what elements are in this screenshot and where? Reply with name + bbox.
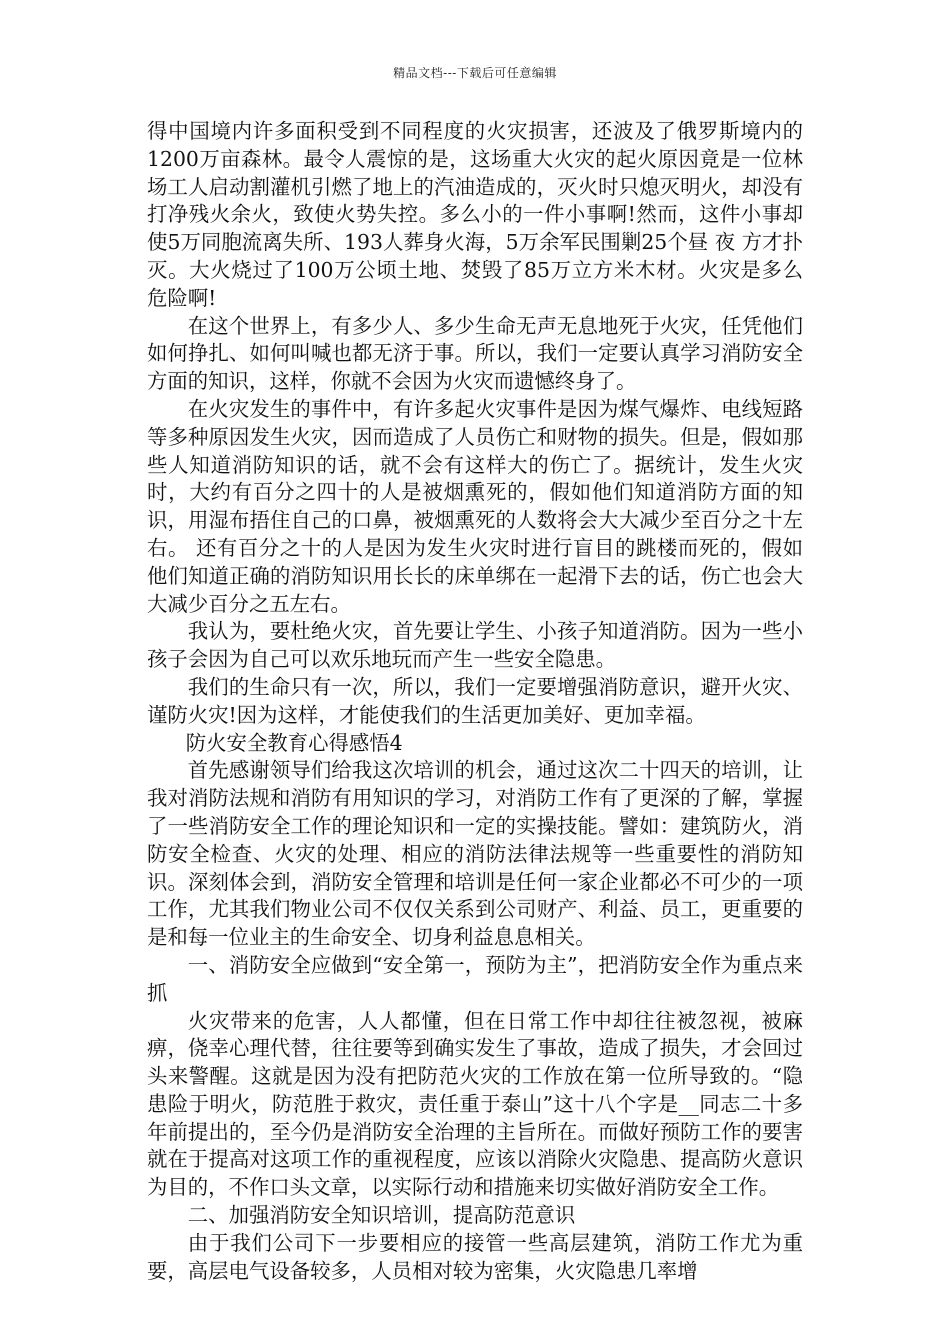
heading-safety-first: 一、消防安全应做到“安全第一，预防为主”，把消防安全作为重点来抓 xyxy=(147,952,803,1005)
paragraph-fire-story: 得中国境内许多面积受到不同程度的火灾损害，还波及了俄罗斯境内的1200万亩森林。最令人震惊的是，这场重大火灾的起火原因竟是一位林场工人启动割灌机引燃了地上的汽油造成的，灭火时只熄灭明火，却没有打净残火余火，致使火势失控。多么小的一件小事啊!然而，这件小事却使5万同胞流离失所、193人葬身火海，5万余军民围剿25个昼 夜 方才扑灭。大火烧过了100万公顷土地、焚毁了85万立方米木材。火灾是多么危险啊! xyxy=(147,119,803,310)
heading-training: 二、加强消防安全知识培训，提高防范意识 xyxy=(187,1203,576,1228)
paragraph-world-fire-deaths: 在这个世界上，有多少人、多少生命无声无息地死于火灾，任凭他们如何挣扎、如何叫喊也都无济于事。所以，我们一定要认真学习消防安全方面的知识，这样，你就不会因为火灾而遗憾终身了。 xyxy=(147,313,803,394)
paragraph-prevent-children: 我认为，要杜绝火灾，首先要让学生、小孩子知道消防。因为一些小孩子会因为自己可以欢乐地玩而产生一些安全隐患。 xyxy=(147,619,803,672)
page-header: 精品文档---下载后可任意编辑 xyxy=(393,66,557,80)
paragraph-one-life: 我们的生命只有一次，所以，我们一定要增强消防意识，避开火灾、谨防火灾!因为这样，才能使我们的生活更加美好、更加幸福。 xyxy=(147,674,803,727)
document-body xyxy=(147,118,803,1285)
paragraph-fire-hazards: 火灾带来的危害，人人都懂，但在日常工作中却往往被忽视，被麻痹，侥幸心理代替，往往要等到确实发生了事故，造成了损失，才会回过头来警醒。这就是因为没有把防范火灾的工作放在第一位所导致的。“隐患险于明火，防范胜于救灾，责任重于泰山”这十八个字是__同志二十多年前提出的，至今仍是消防安全治理的主旨所在。而做好预防工作的要害就在于提高对这项工作的重视程度，应该以消除火灾隐患、提高防火意识为目的，不作口头文章，以实际行动和措施来切实做好消防安全工作。 xyxy=(147,1008,803,1200)
paragraph-training-thanks: 首先感谢领导们给我这次培训的机会，通过这次二十四天的培训，让我对消防法规和消防有用知识的学习，对消防工作有了更深的了解，掌握了一些消防安全工作的理论知识和一定的实操技能。譬如：建筑防火，消防安全检查、火灾的处理、相应的消防法律法规等一些重要性的消防知识。深刻体会到，消防安全管理和培训是任何一家企业都必不可少的一项工作，尤其我们物业公司不仅仅关系到公司财产、利益、员工，更重要的是和每一位业主的生命安全、切身利益息息相关。 xyxy=(147,758,803,950)
paragraph-high-rise: 由于我们公司下一步要相应的接管一些高层建筑，消防工作尤为重要，高层电气设备较多，人员相对较为密集，火灾隐患几率增 xyxy=(147,1230,803,1283)
section-title-4: 防火安全教育心得感悟4 xyxy=(185,730,403,755)
paragraph-fire-statistics: 在火灾发生的事件中，有许多起火灾事件是因为煤气爆炸、电线短路等多种原因发生火灾，因而造成了人员伤亡和财物的损失。但是，假如那些人知道消防知识的话，就不会有这样大的伤亡了。据统计，发生火灾时，大约有百分之四十的人是被烟熏死的，假如他们知道消防方面的知识，用湿布捂住自己的口鼻，被烟熏死的人数将会大大减少至百分之十左右。 还有百分之十的人是因为发生火灾时进行盲目的跳楼而死的，假如他们知道正确的消防知识用长长的床单绑在一起滑下去的话，伤亡也会大大减少百分之五左右。 xyxy=(147,396,803,616)
